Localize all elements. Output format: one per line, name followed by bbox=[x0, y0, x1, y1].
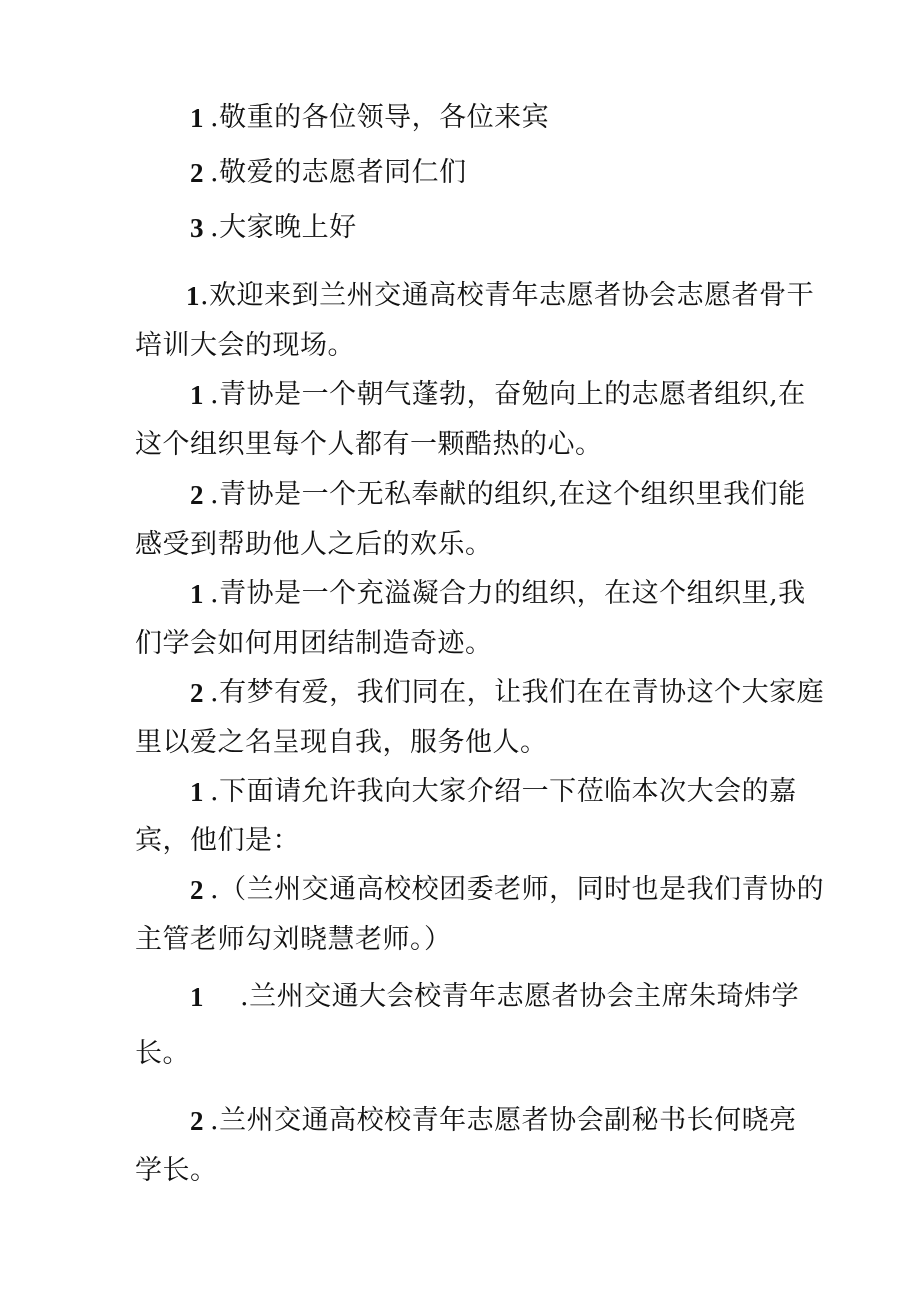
paragraph-text: 培训大会的现场。 bbox=[135, 330, 355, 361]
paragraph-text: 这个组织里每个人都有一颗酷热的心。 bbox=[135, 429, 603, 460]
paragraph-text: 学长。 bbox=[135, 1155, 218, 1186]
paragraph-text: .下面请允许我向大家介绍一下莅临本次大会的嘉 bbox=[210, 776, 797, 807]
paragraph-text: .青协是一个无私奉献的组织,在这个组织里我们能 bbox=[210, 479, 806, 510]
item-number: 1 bbox=[190, 777, 204, 807]
paragraph-text: .兰州交通高校校青年志愿者协会副秘书长何晓亮 bbox=[210, 1105, 797, 1136]
item-number: 1 bbox=[190, 982, 204, 1012]
paragraph-text: 们学会如何用团结制造奇迹。 bbox=[135, 628, 493, 659]
item-number: 1 bbox=[190, 380, 204, 410]
paragraph-text: 感受到帮助他人之后的欢乐。 bbox=[135, 529, 493, 560]
greeting-text: .敬重的各位领导，各位来宾 bbox=[210, 102, 550, 133]
item-number: 2 bbox=[190, 158, 204, 188]
paragraph-text: .兰州交通大会校青年志愿者协会主席朱琦炜学 bbox=[240, 981, 800, 1012]
item-number: 2 bbox=[190, 480, 204, 510]
paragraph-text: .欢迎来到兰州交通高校青年志愿者协会志愿者骨干 bbox=[200, 280, 815, 311]
item-number: 2 bbox=[190, 1106, 204, 1136]
item-number: 2 bbox=[190, 875, 204, 905]
paragraph-text: 宾，他们是： bbox=[135, 825, 300, 856]
paragraph-text: 主管老师勾刘晓慧老师。） bbox=[135, 924, 452, 955]
paragraph-text: 长。 bbox=[135, 1038, 190, 1069]
paragraph-text: .青协是一个充溢凝合力的组织，在这个组织里,我 bbox=[210, 578, 806, 609]
item-number: 1 bbox=[190, 103, 204, 133]
greeting-text: .大家晚上好 bbox=[210, 212, 357, 243]
paragraph-text: 里以爱之名呈现自我，服务他人。 bbox=[135, 727, 548, 758]
item-number: 2 bbox=[190, 678, 204, 708]
item-number: 1 bbox=[190, 579, 204, 609]
greeting-text: .敬爱的志愿者同仁们 bbox=[210, 157, 467, 188]
item-number: 3 bbox=[190, 213, 204, 243]
paragraph-text: .有梦有爱，我们同在，让我们在在青协这个大家庭 bbox=[210, 677, 825, 708]
item-number: 1 bbox=[186, 281, 200, 311]
paragraph-text: .青协是一个朝气蓬勃，奋勉向上的志愿者组织,在 bbox=[210, 379, 806, 410]
paragraph-text: .（兰州交通高校校团委老师，同时也是我们青协的 bbox=[210, 874, 825, 905]
